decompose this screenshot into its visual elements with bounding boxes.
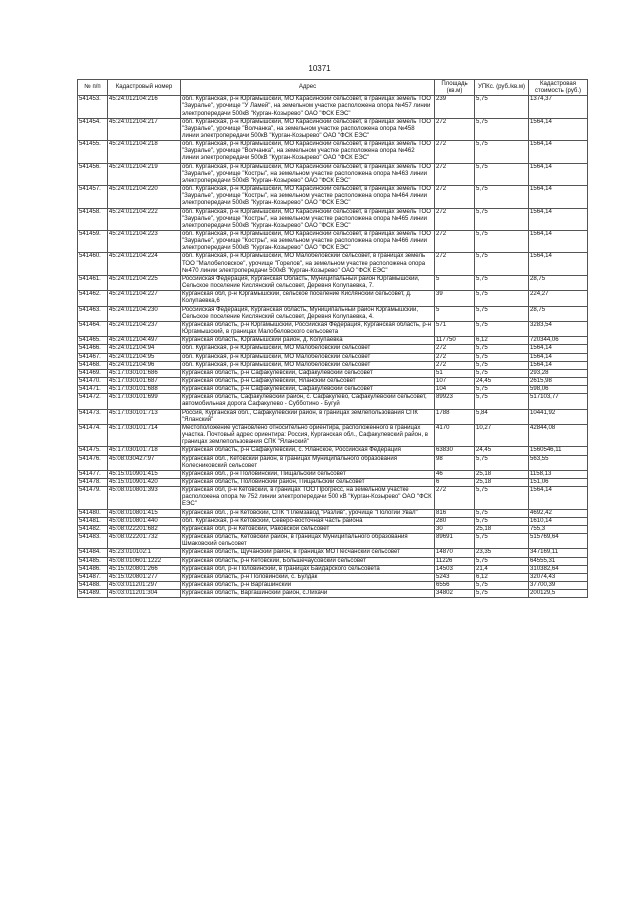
cell-cadastral-number: 45:24:012104:222 — [108, 208, 181, 230]
cell-address: Российская Федерация, Курганская область, Муниципальный район Юргамышский, Сельское поселение Кислянский сельсовет, Деревня Колупаевка, 4. — [181, 306, 435, 321]
cell-cadastral-value: 1374,37 — [529, 96, 588, 118]
cell-area: 6556 — [435, 582, 475, 590]
cell-address: обл. Курганская, р-н Юргамышский, МО Карасинский сельсовет, в границах земель ТОО "Зауралье", урочище "Волчанка", на земельном участке расположена опора №458 линии электропередачи 500кВ "Курган-Козырево" ОАО "ФСК ЕЭС" — [181, 118, 435, 140]
cell-cadastral-value: 10441,92 — [529, 409, 588, 424]
cell-cadastral-value: 1564,14 — [529, 345, 588, 353]
cell-cadastral-number: 45:08:030427:97 — [108, 455, 181, 470]
cell-address: обл. Курганская, р-н Юргамышский, МО Карасинский сельсовет, в границах земель ТОО "Зауралье", урочище "У Ламей", на земельном участке расположена опора №457 линии электропередачи 500кВ "Курган-Козырево" ОАО "ФСК ЕЭС" — [181, 96, 435, 118]
cell-cadastral-number: 45:17:030101:713 — [108, 409, 181, 424]
cell-area: 14503 — [435, 565, 475, 573]
table-row — [78, 549, 588, 557]
cell-upks: 6,12 — [475, 337, 529, 345]
cell-cadastral-value: 1564,14 — [529, 163, 588, 185]
cell-area: 6 — [435, 479, 475, 487]
cell-upks: 24,45 — [475, 377, 529, 385]
cell-number: 541468. — [78, 361, 108, 369]
cell-upks: 5,75 — [475, 96, 529, 118]
cell-cadastral-number: 45:17:030101:699 — [108, 394, 181, 409]
cell-cadastral-value: 200129,5 — [529, 590, 588, 598]
cell-cadastral-value: 1564,14 — [529, 253, 588, 275]
header-number: № п/п — [78, 80, 108, 96]
table-row — [78, 306, 588, 321]
table-row — [78, 275, 588, 290]
table-row — [78, 534, 588, 549]
cell-area: 272 — [435, 231, 475, 253]
table-row — [78, 590, 588, 598]
cell-area: 89923 — [435, 394, 475, 409]
cell-address: обл. Курганская, р-н Юргамышский, МО Малобеловский сельсовет — [181, 353, 435, 361]
cell-cadastral-value: 42844,08 — [529, 424, 588, 446]
header-area: Площадь (кв.м) — [435, 80, 475, 96]
cell-upks: 5,75 — [475, 231, 529, 253]
cell-address: Российская Федерация, Курганская Область, Муниципальный район Юргамышский, Сельское поселение Кислянский сельсовет, Деревня Колупаевка, 7. — [181, 275, 435, 290]
header-cadastral-value: Кадастровая стоимость (руб.) — [529, 80, 588, 96]
cell-address: обл. Курганская, р-н Юргамышский, МО Карасинский сельсовет, в границах земель ТОО "Зауралье", урочище "Костры", на земельном участке расположена опора №465 линии электропередачи 500кВ "Курган-Козырево" ОАО "ФСК ЕЭС" — [181, 208, 435, 230]
cell-cadastral-number: 45:17:030101:686 — [108, 369, 181, 377]
cell-address: обл. Курганская, р-н Юргамышский, МО Малобеловский сельсовет — [181, 361, 435, 369]
cell-area: 34802 — [435, 590, 475, 598]
cell-upks: 5,75 — [475, 163, 529, 185]
cell-area: 11226 — [435, 557, 475, 565]
table-row — [78, 409, 588, 424]
cell-number: 541453. — [78, 96, 108, 118]
cell-upks: 5,75 — [475, 517, 529, 525]
cell-number: 541459. — [78, 231, 108, 253]
cell-upks: 5,75 — [475, 386, 529, 394]
cell-cadastral-value: 2615,98 — [529, 377, 588, 385]
cell-cadastral-number: 45:17:030101:718 — [108, 447, 181, 455]
page-number: 10371 — [308, 64, 331, 73]
cell-area: 571 — [435, 321, 475, 336]
cell-upks: 5,75 — [475, 394, 529, 409]
cell-cadastral-number: 45:08:022201:732 — [108, 534, 181, 549]
cell-area: 272 — [435, 353, 475, 361]
cell-upks: 5,75 — [475, 208, 529, 230]
cell-upks: 5,75 — [475, 321, 529, 336]
table-row — [78, 253, 588, 275]
cell-cadastral-number: 45:24:012104:227 — [108, 291, 181, 306]
cell-number: 541487. — [78, 573, 108, 581]
cell-address: Курганская область, р-н Юргамышский, Российская Федерация, Курганская область, р-н Юргамышский, в границах Малобеловского сельсовета — [181, 321, 435, 336]
cell-upks: 6,12 — [475, 573, 529, 581]
cell-address: Курганская область, р-н Половинский, с. Булдак — [181, 573, 435, 581]
cell-area: 272 — [435, 361, 475, 369]
cell-upks: 25,18 — [475, 525, 529, 533]
cell-address: Курганская обл, р-н Половинский, в границах Байдарского сельсовета — [181, 565, 435, 573]
cell-area: 272 — [435, 345, 475, 353]
cell-upks: 5,84 — [475, 409, 529, 424]
table-row — [78, 517, 588, 525]
cell-number: 541467. — [78, 353, 108, 361]
cell-area: 104 — [435, 386, 475, 394]
cell-cadastral-value: 1158,13 — [529, 470, 588, 478]
cell-area: 272 — [435, 208, 475, 230]
cell-cadastral-value: 151,06 — [529, 479, 588, 487]
cell-address: Курганская область, р-н Кетовский, Большечаусовский сельсовет — [181, 557, 435, 565]
cell-address: Курганская область, Варгашинский район, с.Лихачи — [181, 590, 435, 598]
table-row — [78, 386, 588, 394]
table-row — [78, 557, 588, 565]
table-body — [78, 96, 588, 598]
cell-address: Местоположение установлено относительно ориентира, расположенного в границах участка. Почтовый адрес ориентира: Россия, Курганская обл., Сафакулевский район, в границах землепользования СПК "Яланский" — [181, 424, 435, 446]
cell-number: 541474. — [78, 424, 108, 446]
cell-cadastral-number: 45:08:010801:393 — [108, 487, 181, 509]
table-row — [78, 186, 588, 208]
cell-cadastral-number: 45:17:030101:688 — [108, 386, 181, 394]
cell-cadastral-number: 45:24:012104:224 — [108, 253, 181, 275]
cell-cadastral-value: 310382,64 — [529, 565, 588, 573]
cell-area: 272 — [435, 141, 475, 163]
cell-area: 117750 — [435, 337, 475, 345]
cell-cadastral-value: 1564,14 — [529, 231, 588, 253]
cadastral-register-table — [77, 79, 588, 598]
cell-number: 541473. — [78, 409, 108, 424]
cell-address: Курганская обл., р-н Кетовский, СПК "Племзавод "Разлив", урочище "Пологий Увал" — [181, 509, 435, 517]
cell-area: 89691 — [435, 534, 475, 549]
cell-cadastral-value: 1610,14 — [529, 517, 588, 525]
cell-cadastral-value: 1564,14 — [529, 361, 588, 369]
cell-number: 541462. — [78, 291, 108, 306]
cell-cadastral-value: 1564,14 — [529, 141, 588, 163]
cell-area: 272 — [435, 487, 475, 509]
table-row — [78, 231, 588, 253]
cell-address: Курганская обл., Кетовский район, в границах Муниципального образования Колесниковский сельсовет — [181, 455, 435, 470]
cell-address: обл. Курганская, р-н Юргамышский, МО Малобеловский сельсовет — [181, 345, 435, 353]
cell-number: 541482. — [78, 525, 108, 533]
cell-area: 280 — [435, 517, 475, 525]
cell-upks: 5,75 — [475, 487, 529, 509]
cell-address: обл. Курганская, р-н Юргамышский, МО Карасинский сельсовет, в границах земель ТОО "Зауралье", урочище "Костры", на земельном участке расположена опора №466 линии электропередачи 500кВ "Курган-Козырево" ОАО "ФСК ЕЭС" — [181, 231, 435, 253]
cell-cadastral-value: 1564,14 — [529, 186, 588, 208]
cell-number: 541479. — [78, 487, 108, 509]
cell-cadastral-value: 3283,54 — [529, 321, 588, 336]
cell-number: 541469. — [78, 369, 108, 377]
cell-upks: 5,75 — [475, 455, 529, 470]
cell-address: Курганская область, р-н Варгашинский — [181, 582, 435, 590]
table-row — [78, 337, 588, 345]
cell-number: 541488. — [78, 582, 108, 590]
cell-cadastral-number: 45:24:012104:225 — [108, 275, 181, 290]
cell-upks: 5,75 — [475, 118, 529, 140]
table-header-row — [78, 80, 588, 96]
cell-address: Курганская область, Половинский район, Пищальский сельсовет — [181, 479, 435, 487]
cell-address: Курганская область, Сафакулевский район, с. Сафакулево, Сафакулевский сельсовет, автомобильная дорога Сафакулево - Субботино - Бугуй — [181, 394, 435, 409]
table-row — [78, 96, 588, 118]
cell-cadastral-value: 1564,14 — [529, 487, 588, 509]
cell-area: 107 — [435, 377, 475, 385]
cell-cadastral-number: 45:24:012104:217 — [108, 118, 181, 140]
cell-cadastral-number: 45:24:012104:237 — [108, 321, 181, 336]
table-row — [78, 208, 588, 230]
table-row — [78, 321, 588, 336]
cell-cadastral-number: 45:03:011201:297 — [108, 582, 181, 590]
cell-area: 98 — [435, 455, 475, 470]
cell-address: обл. Курганская, р-н Юргамышский, МО Малобеловский сельсовет, в границах земель ТОО "Малобеловское", урочище "Горелов", на земельном участке расположена опора №470 линии электропередачи 500кВ "Курган-Козырево" ОАО "ФСК ЕЭС" — [181, 253, 435, 275]
cell-number: 541484. — [78, 549, 108, 557]
cell-number: 541460. — [78, 253, 108, 275]
cell-upks: 5,75 — [475, 590, 529, 598]
cell-number: 541485. — [78, 557, 108, 565]
cell-number: 541483. — [78, 534, 108, 549]
table-row — [78, 424, 588, 446]
cell-area: 30 — [435, 525, 475, 533]
cell-area: 272 — [435, 118, 475, 140]
cell-upks: 23,35 — [475, 549, 529, 557]
table-row — [78, 487, 588, 509]
cell-address: Курганская область, Щучанский район, в границах МО Песчанский сельсовет — [181, 549, 435, 557]
cell-cadastral-value: 755,3 — [529, 525, 588, 533]
table-row — [78, 394, 588, 409]
cell-upks: 5,75 — [475, 369, 529, 377]
cell-number: 541471. — [78, 386, 108, 394]
cell-cadastral-number: 45:15:010901:415 — [108, 470, 181, 478]
cell-cadastral-number: 45:08:010601:1222 — [108, 557, 181, 565]
cell-upks: 5,75 — [475, 275, 529, 290]
cell-number: 541464. — [78, 321, 108, 336]
cell-upks: 5,75 — [475, 253, 529, 275]
cell-cadastral-value: 563,55 — [529, 455, 588, 470]
cell-upks: 21,4 — [475, 565, 529, 573]
cell-cadastral-number: 45:15:020801:277 — [108, 573, 181, 581]
cell-cadastral-value: 598,06 — [529, 386, 588, 394]
cell-area: 1788 — [435, 409, 475, 424]
cell-address: обл. Курганская, р-н Юргамышский, МО Карасинский сельсовет, в границах земель ТОО "Зауралье", урочище "Волчанка", на земельном участке расположена опора №462 линии электропередачи 500кВ "Курган-Козырево" ОАО "ФСК ЕЭС" — [181, 141, 435, 163]
table-row — [78, 369, 588, 377]
cell-number: 541461. — [78, 275, 108, 290]
cell-upks: 5,75 — [475, 345, 529, 353]
cell-cadastral-number: 45:24:012104:220 — [108, 186, 181, 208]
cell-upks: 5,75 — [475, 557, 529, 565]
cell-cadastral-number: 45:03:011201:304 — [108, 590, 181, 598]
cell-upks: 5,75 — [475, 291, 529, 306]
table-row — [78, 470, 588, 478]
table-row — [78, 377, 588, 385]
cell-number: 541457. — [78, 186, 108, 208]
table-row — [78, 353, 588, 361]
cell-address: Курганская обл, р-н Юргамышский, сельское поселение Кислянский сельсовет, д. Колупаевка,6 — [181, 291, 435, 306]
cell-upks: 5,75 — [475, 353, 529, 361]
table-row — [78, 447, 588, 455]
table-row — [78, 565, 588, 573]
cell-cadastral-number: 45:08:010801:440 — [108, 517, 181, 525]
cell-cadastral-value: 1564,14 — [529, 353, 588, 361]
cell-address: Россия, Курганская обл., Сафакулевский район, в границах землепользования СПК "Яланский" — [181, 409, 435, 424]
table-row — [78, 509, 588, 517]
cell-cadastral-number: 45:23:010102:1 — [108, 549, 181, 557]
cell-area: 5 — [435, 275, 475, 290]
cell-cadastral-number: 45:08:022201:682 — [108, 525, 181, 533]
cell-number: 541454. — [78, 118, 108, 140]
cell-area: 39 — [435, 291, 475, 306]
cell-address: Курганская обл, р-н Кетовский, в границах ТОО Прогресс, на земельном участке расположена опора № 752 линии электропередачи 500 кВ "Курган-Козырево" ОАО "ФСК ЕЭС" — [181, 487, 435, 509]
cell-cadastral-value: 1564,14 — [529, 208, 588, 230]
cell-cadastral-number: 45:15:020801:266 — [108, 565, 181, 573]
cell-number: 541466. — [78, 345, 108, 353]
cell-area: 5243 — [435, 573, 475, 581]
cell-upks: 24,45 — [475, 447, 529, 455]
cell-cadastral-number: 45:17:030101:687 — [108, 377, 181, 385]
cell-address: Курганская обл, р-н Кетовский, Раковской сельсовет — [181, 525, 435, 533]
cell-cadastral-number: 45:15:010901:420 — [108, 479, 181, 487]
header-cadastral-number: Кадастровый номер — [108, 80, 181, 96]
table-row — [78, 455, 588, 470]
cell-area: 272 — [435, 253, 475, 275]
table-row — [78, 141, 588, 163]
cell-number: 541470. — [78, 377, 108, 385]
cell-upks: 5,75 — [475, 141, 529, 163]
cell-address: Курганская область, р-н Сафакулевский, с. Яланское, Российская Федерация — [181, 447, 435, 455]
table-row — [78, 361, 588, 369]
cell-number: 541456. — [78, 163, 108, 185]
cell-upks: 5,75 — [475, 582, 529, 590]
table-row — [78, 163, 588, 185]
cell-number: 541489. — [78, 590, 108, 598]
table-row — [78, 118, 588, 140]
cell-cadastral-value: 1564,14 — [529, 118, 588, 140]
cell-cadastral-value: 28,75 — [529, 275, 588, 290]
cell-cadastral-value: 32074,43 — [529, 573, 588, 581]
cell-number: 541480. — [78, 509, 108, 517]
table-row — [78, 291, 588, 306]
cell-number: 541458. — [78, 208, 108, 230]
table-row — [78, 345, 588, 353]
cell-area: 14870 — [435, 549, 475, 557]
cell-cadastral-number: 45:24:012104:230 — [108, 306, 181, 321]
cell-address: Курганская область, Кетовский район, в границах Муниципального образования Шмаковский сельсовет — [181, 534, 435, 549]
cell-cadastral-number: 45:24:012104:218 — [108, 141, 181, 163]
cell-address: обл. Курганская, р-н Юргамышский, МО Карасинский сельсовет, в границах земель ТОО "Зауралье", урочище "Костры", на земельном участке расположена опора №464 линии электропередачи 500кВ "Курган-Козырево" ОАО "ФСК ЕЭС" — [181, 186, 435, 208]
cell-upks: 25,18 — [475, 470, 529, 478]
cell-cadastral-number: 45:24:012104:96 — [108, 361, 181, 369]
cell-cadastral-value: 347169,11 — [529, 549, 588, 557]
table-row — [78, 582, 588, 590]
cell-address: обл. Курганская, р-н Юргамышский, МО Карасинский сельсовет, в границах земель ТОО "Зауралье", урочище "Костры", на земельном участке расположена опора №463 линии электропередачи 500кВ "Курган-Козырево" ОАО "ФСК ЕЭС" — [181, 163, 435, 185]
cell-cadastral-number: 45:24:012104:95 — [108, 353, 181, 361]
cell-cadastral-number: 45:24:012104:223 — [108, 231, 181, 253]
cell-number: 541455. — [78, 141, 108, 163]
cell-number: 541463. — [78, 306, 108, 321]
cell-address: Курганская область, р-н Сафакулевский, Яланский сельсовет — [181, 377, 435, 385]
cell-cadastral-value: 64555,31 — [529, 557, 588, 565]
cell-cadastral-value: 224,27 — [529, 291, 588, 306]
cell-number: 541481. — [78, 517, 108, 525]
cell-upks: 5,75 — [475, 361, 529, 369]
cell-area: 46 — [435, 470, 475, 478]
cell-area: 4170 — [435, 424, 475, 446]
cell-cadastral-value: 37700,39 — [529, 582, 588, 590]
cell-number: 541486. — [78, 565, 108, 573]
cell-cadastral-value: 293,28 — [529, 369, 588, 377]
cell-cadastral-number: 45:24:012104:497 — [108, 337, 181, 345]
cell-area: 272 — [435, 186, 475, 208]
cell-area: 51 — [435, 369, 475, 377]
cell-upks: 5,75 — [475, 534, 529, 549]
table-row — [78, 479, 588, 487]
cell-cadastral-value: 1560546,11 — [529, 447, 588, 455]
cell-cadastral-number: 45:17:030101:714 — [108, 424, 181, 446]
cell-address: Курганская область, р-н Сафакулевский, Сафакулевский сельсовет — [181, 386, 435, 394]
cell-cadastral-value: 4692,42 — [529, 509, 588, 517]
cell-address: Курганская обл., р-н Половинский, Пищальский сельсовет — [181, 470, 435, 478]
cell-area: 63830 — [435, 447, 475, 455]
cell-number: 541475. — [78, 447, 108, 455]
cell-upks: 10,27 — [475, 424, 529, 446]
cell-cadastral-value: 517103,77 — [529, 394, 588, 409]
cell-number: 541472. — [78, 394, 108, 409]
cell-number: 541465. — [78, 337, 108, 345]
cell-cadastral-value: 720344,06 — [529, 337, 588, 345]
cell-number: 541477. — [78, 470, 108, 478]
cell-number: 541478. — [78, 479, 108, 487]
cell-cadastral-value: 515769,64 — [529, 534, 588, 549]
table-row — [78, 573, 588, 581]
cell-area: 5 — [435, 306, 475, 321]
cell-address: Курганская область, р-н Сафакулевский, Сафакулевский сельсовет — [181, 369, 435, 377]
cell-cadastral-number: 45:08:010801:415 — [108, 509, 181, 517]
header-upks: УПКс. (руб./кв.м) — [475, 80, 529, 96]
table-row — [78, 525, 588, 533]
cell-upks: 5,75 — [475, 186, 529, 208]
cell-cadastral-number: 45:24:012104:216 — [108, 96, 181, 118]
cell-area: 816 — [435, 509, 475, 517]
cell-cadastral-number: 45:24:012104:94 — [108, 345, 181, 353]
cell-cadastral-value: 28,75 — [529, 306, 588, 321]
header-address: Адрес — [181, 80, 435, 96]
cell-area: 239 — [435, 96, 475, 118]
cell-upks: 5,75 — [475, 509, 529, 517]
cell-cadastral-number: 45:24:012104:219 — [108, 163, 181, 185]
cell-upks: 5,75 — [475, 306, 529, 321]
cell-area: 272 — [435, 163, 475, 185]
cell-address: обл. Курганская, р-н Кетовский, Северо-восточная часть района — [181, 517, 435, 525]
cell-address: Курганская область, Юргамышский район, д. Колупаевка — [181, 337, 435, 345]
cell-upks: 25,18 — [475, 479, 529, 487]
cell-number: 541476. — [78, 455, 108, 470]
